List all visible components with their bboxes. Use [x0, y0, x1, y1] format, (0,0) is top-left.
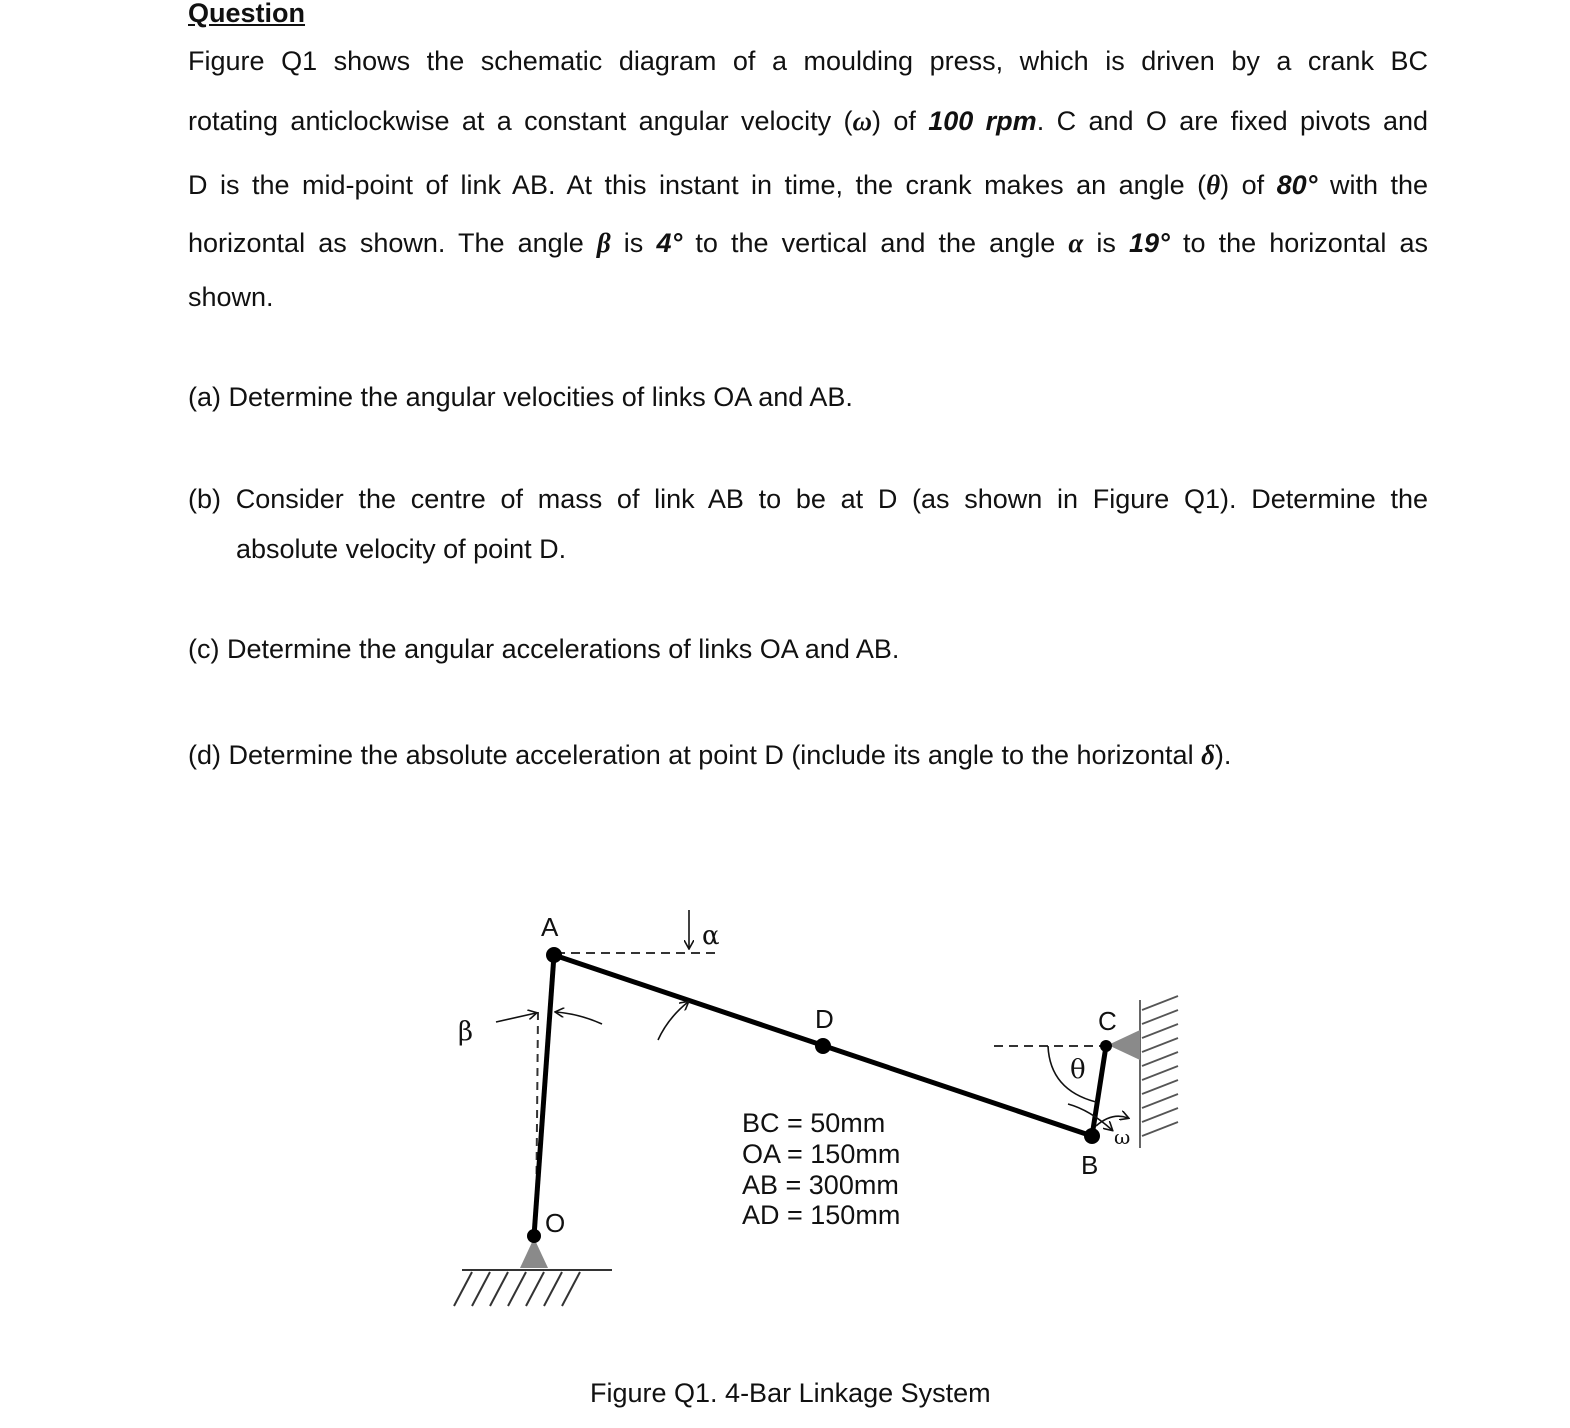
- dimension-ab: AB = 300mm: [742, 1170, 899, 1200]
- omega-arrow: [1068, 1104, 1112, 1130]
- intro-line-3: D is the mid-point of link AB. At this instant in time, the crank makes an angle (θ) of 80° with the: [188, 170, 1428, 200]
- delta-symbol: δ: [1201, 740, 1215, 770]
- speed-value: 100 rpm: [928, 106, 1037, 136]
- part-b-line-1: (b) Consider the centre of mass of link AB to be at D (as shown in Figure Q1). Determine the: [188, 484, 1428, 514]
- label-beta: β: [458, 1017, 474, 1047]
- joint-b: [1084, 1128, 1100, 1144]
- wall-hatch-c: [1140, 996, 1178, 1148]
- part-a: (a) Determine the angular velocities of links OA and AB.: [188, 382, 853, 412]
- dimension-oa: OA = 150mm: [742, 1139, 901, 1169]
- label-b: B: [1081, 1150, 1099, 1180]
- label-theta: θ: [1070, 1055, 1086, 1085]
- omega-symbol: ω: [852, 106, 872, 136]
- dimension-bc: BC = 50mm: [742, 1108, 886, 1138]
- dimension-ad: AD = 150mm: [742, 1200, 901, 1230]
- part-b-line-2: absolute velocity of point D.: [236, 534, 567, 564]
- part-c: (c) Determine the angular accelerations of links OA and AB.: [188, 634, 900, 664]
- joint-o: [527, 1229, 541, 1243]
- intro-line-2: rotating anticlockwise at a constant angular velocity (ω) of 100 rpm. C and O are fixed pivots and: [188, 106, 1429, 136]
- alpha-arc-arrow: [658, 1002, 688, 1040]
- label-o: O: [545, 1208, 566, 1238]
- label-alpha: α: [702, 921, 720, 951]
- label-omega: ω: [1114, 1125, 1131, 1149]
- intro-line-5: shown.: [188, 282, 274, 312]
- beta-arc-arrow: [556, 1012, 602, 1024]
- ground-hatch-o: [454, 1270, 612, 1306]
- label-a: A: [541, 912, 559, 942]
- intro-line-4: horizontal as shown. The angle β is 4° to the vertical and the angle α is 19° to the horizontal as: [188, 228, 1428, 258]
- theta-symbol: θ: [1206, 170, 1221, 200]
- joint-d: [815, 1038, 831, 1054]
- beta-symbol: β: [596, 228, 611, 258]
- figure-caption: Figure Q1. 4-Bar Linkage System: [590, 1378, 991, 1408]
- part-b: [188, 484, 1428, 564]
- label-d: D: [815, 1004, 834, 1034]
- alpha-symbol: α: [1068, 228, 1084, 258]
- linkage-figure: [0, 880, 1570, 1370]
- part-d: (d) Determine the absolute acceleration at point D (include its angle to the horizontal δ).: [188, 740, 1232, 770]
- question-heading: Question: [188, 0, 306, 28]
- intro-line-1: Figure Q1 shows the schematic diagram of a moulding press, which is driven by a crank BC: [188, 46, 1428, 76]
- beta-arrow-left: [496, 1013, 536, 1022]
- joint-c: [1100, 1040, 1112, 1052]
- alpha-value: 19°: [1129, 228, 1170, 258]
- theta-value: 80°: [1276, 170, 1318, 200]
- beta-value: 4°: [656, 228, 683, 258]
- joint-a: [546, 947, 562, 963]
- label-c: C: [1098, 1006, 1117, 1036]
- link-oa: [534, 955, 554, 1236]
